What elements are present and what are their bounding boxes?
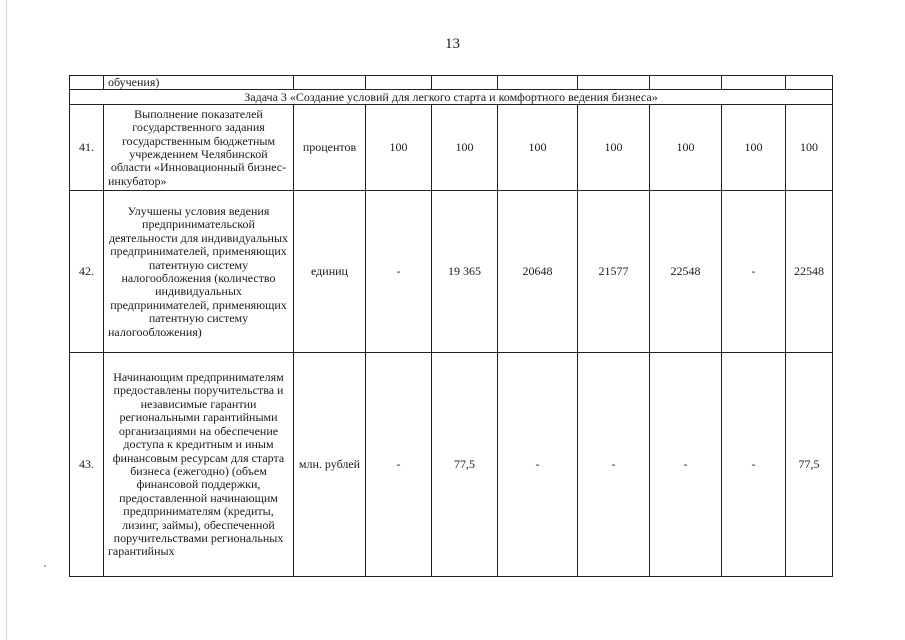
row-unit: млн. рублей <box>294 353 366 577</box>
row-value-3: 20648 <box>498 191 578 353</box>
row-description: Начинающим предпринимателям предоставлены поручительства и независимые гарантии региональными гарантийными организациями на обеспечение доступа к кредитным и иным финансовым ресурсам для старта бизнеса (ежегодно) (объем финансовой поддержки, предоставленной начинающим предпринимателям (кредиты, лизинг, займы), обеспеченной поручительствами региональных гарантийных <box>104 353 294 577</box>
row-value-4 <box>578 76 650 90</box>
row-value-6 <box>722 76 786 90</box>
row-value-1: - <box>366 353 432 577</box>
table-row-continuation <box>70 76 833 90</box>
row-value-7 <box>786 76 833 90</box>
table-row-42 <box>70 191 833 353</box>
row-value-3: 100 <box>498 105 578 191</box>
row-value-5 <box>650 76 722 90</box>
row-value-7: 77,5 <box>786 353 833 577</box>
row-value-4: 100 <box>578 105 650 191</box>
row-description: Выполнение показателей государственного задания государственным бюджетным учреждением Челябинской области «Инновационный бизнес-инкубатор» <box>104 105 294 191</box>
row-value-3: - <box>498 353 578 577</box>
row-number: 42. <box>70 191 104 353</box>
task-header-row <box>70 90 833 105</box>
row-value-3 <box>498 76 578 90</box>
row-unit: процентов <box>294 105 366 191</box>
scan-speck <box>44 565 46 567</box>
row-value-6: 100 <box>722 105 786 191</box>
row-number: 43. <box>70 353 104 577</box>
row-value-5: 22548 <box>650 191 722 353</box>
row-unit: единиц <box>294 191 366 353</box>
row-value-1: 100 <box>366 105 432 191</box>
task-header: Задача 3 «Создание условий для легкого старта и комфортного ведения бизнеса» <box>70 90 833 105</box>
row-number: 41. <box>70 105 104 191</box>
row-description: обучения) <box>104 76 294 90</box>
row-number <box>70 76 104 90</box>
scan-edge-line <box>6 0 7 640</box>
row-value-2: 77,5 <box>432 353 498 577</box>
row-value-6: - <box>722 353 786 577</box>
indicators-table <box>69 75 833 577</box>
row-value-1 <box>366 76 432 90</box>
row-unit <box>294 76 366 90</box>
row-value-6: - <box>722 191 786 353</box>
row-description: Улучшены условия ведения предпринимательской деятельности для индивидуальных предпринимателей, применяющих патентную систему налогообложения (количество индивидуальных предпринимателей, применяющих патентную систему налогообложения) <box>104 191 294 353</box>
page-number: 13 <box>445 36 460 52</box>
row-value-1: - <box>366 191 432 353</box>
table-row-41 <box>70 105 833 191</box>
row-value-2: 100 <box>432 105 498 191</box>
row-value-7: 22548 <box>786 191 833 353</box>
row-value-7: 100 <box>786 105 833 191</box>
row-value-5: 100 <box>650 105 722 191</box>
row-value-2: 19 365 <box>432 191 498 353</box>
row-value-4: - <box>578 353 650 577</box>
table-row-43 <box>70 353 833 577</box>
row-value-2 <box>432 76 498 90</box>
row-value-5: - <box>650 353 722 577</box>
row-value-4: 21577 <box>578 191 650 353</box>
